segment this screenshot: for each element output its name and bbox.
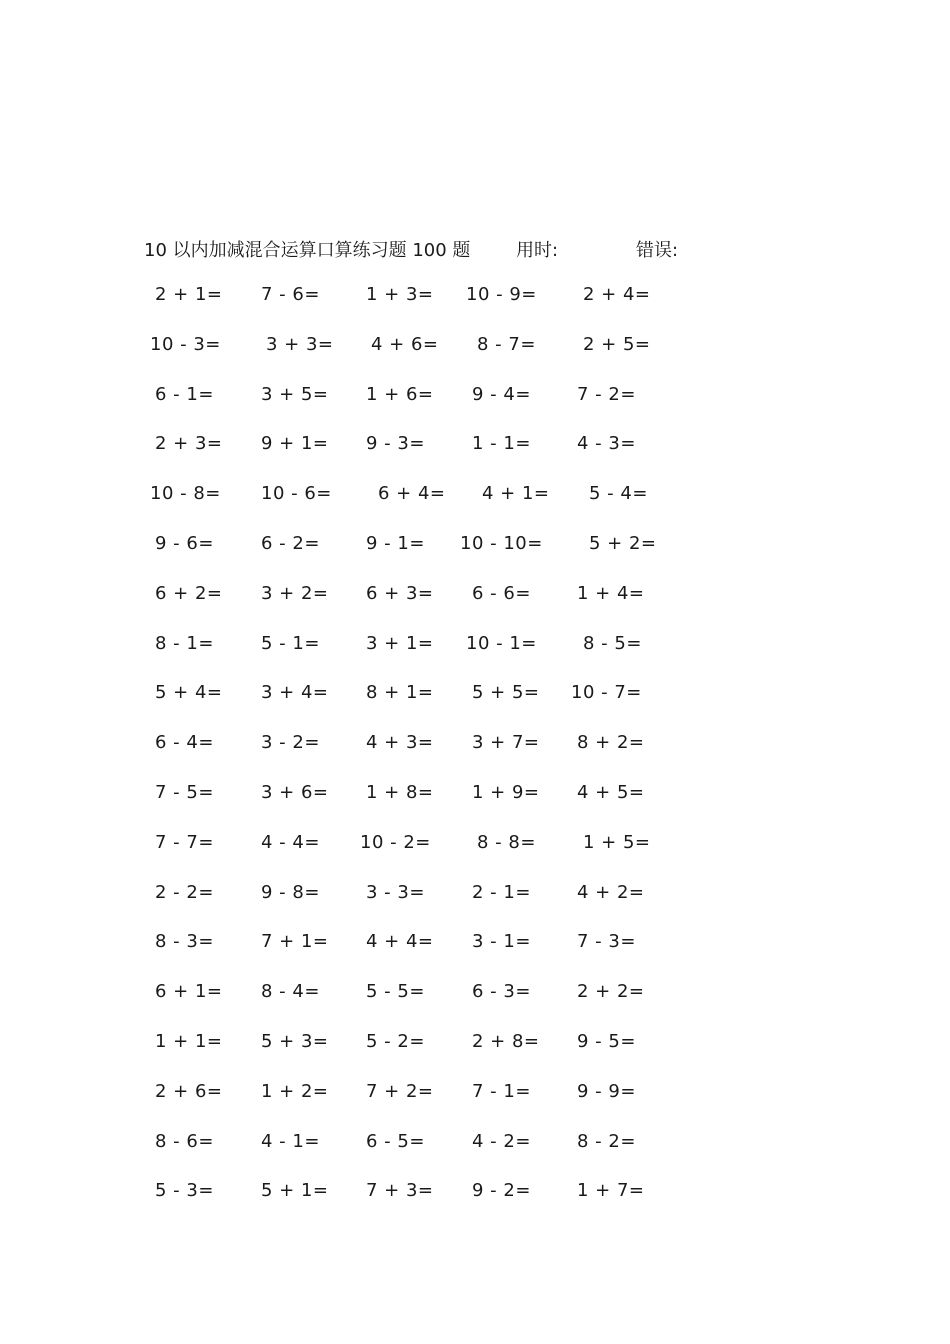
- problem-grid: [0, 284, 950, 1230]
- problem-item: 9 - 4=: [472, 383, 531, 405]
- problem-item: 8 - 8=: [477, 831, 536, 853]
- problem-item: 9 + 1=: [261, 433, 329, 455]
- problem-item: 4 + 6=: [371, 333, 439, 355]
- problem-item: 7 - 1=: [472, 1080, 531, 1102]
- problem-item: 5 - 2=: [366, 1030, 425, 1052]
- problem-item: 7 - 2=: [577, 383, 636, 405]
- problem-item: 6 - 3=: [472, 981, 531, 1003]
- problem-item: 9 - 6=: [155, 532, 214, 554]
- worksheet-title: 10 以内加减混合运算口算练习题 100 题: [144, 240, 471, 261]
- problem-row: [0, 782, 950, 832]
- problem-item: 1 + 9=: [472, 781, 540, 803]
- problem-item: 7 + 2=: [366, 1080, 434, 1102]
- problem-item: 3 + 1=: [366, 632, 434, 654]
- problem-item: 8 - 6=: [155, 1130, 214, 1152]
- problem-item: 10 - 10=: [460, 532, 543, 554]
- problem-item: 2 - 2=: [155, 881, 214, 903]
- problem-item: 3 + 4=: [261, 682, 329, 704]
- problem-item: 8 + 1=: [366, 682, 434, 704]
- problem-row: [0, 583, 950, 633]
- problem-item: 7 + 1=: [261, 931, 329, 953]
- problem-row: [0, 1131, 950, 1181]
- problem-item: 4 + 5=: [577, 781, 645, 803]
- problem-item: 10 - 7=: [571, 682, 642, 704]
- problem-item: 6 + 1=: [155, 981, 223, 1003]
- problem-item: 1 + 1=: [155, 1030, 223, 1052]
- problem-row: [0, 384, 950, 434]
- problem-item: 1 + 3=: [366, 284, 434, 305]
- problem-item: 9 - 1=: [366, 532, 425, 554]
- problem-item: 10 - 1=: [466, 632, 537, 654]
- problem-item: 9 - 9=: [577, 1080, 636, 1102]
- problem-row: [0, 832, 950, 882]
- problem-item: 7 - 5=: [155, 781, 214, 803]
- problem-item: 1 + 7=: [577, 1180, 645, 1202]
- problem-item: 4 - 1=: [261, 1130, 320, 1152]
- problem-item: 3 - 1=: [472, 931, 531, 953]
- problem-item: 10 - 8=: [150, 483, 221, 505]
- problem-item: 3 + 5=: [261, 383, 329, 405]
- problem-row: [0, 882, 950, 932]
- problem-item: 5 + 5=: [472, 682, 540, 704]
- problem-item: 5 - 3=: [155, 1180, 214, 1202]
- problem-item: 2 + 5=: [583, 333, 651, 355]
- problem-item: 9 - 3=: [366, 433, 425, 455]
- problem-item: 3 + 7=: [472, 732, 540, 754]
- worksheet-header: [0, 236, 950, 264]
- problem-item: 4 + 1=: [482, 483, 550, 505]
- problem-item: 8 - 2=: [577, 1130, 636, 1152]
- problem-item: 10 - 3=: [150, 333, 221, 355]
- problem-item: 7 + 3=: [366, 1180, 434, 1202]
- problem-item: 2 + 3=: [155, 433, 223, 455]
- problem-item: 7 - 3=: [577, 931, 636, 953]
- problem-item: 5 - 4=: [589, 483, 648, 505]
- problem-item: 1 + 2=: [261, 1080, 329, 1102]
- problem-item: 4 + 4=: [366, 931, 434, 953]
- problem-row: [0, 284, 950, 334]
- problem-item: 6 - 6=: [472, 582, 531, 604]
- problem-item: 8 - 1=: [155, 632, 214, 654]
- problem-item: 1 + 4=: [577, 582, 645, 604]
- problem-item: 9 - 8=: [261, 881, 320, 903]
- error-label: 错误:: [636, 240, 679, 261]
- problem-row: [0, 433, 950, 483]
- time-label: 用时:: [516, 240, 559, 261]
- problem-item: 8 - 5=: [583, 632, 642, 654]
- problem-row: [0, 483, 950, 533]
- problem-item: 3 - 3=: [366, 881, 425, 903]
- problem-item: 10 - 2=: [360, 831, 431, 853]
- problem-item: 6 - 4=: [155, 732, 214, 754]
- problem-row: [0, 1081, 950, 1131]
- problem-item: 3 + 3=: [266, 333, 334, 355]
- problem-item: 2 + 1=: [155, 284, 223, 305]
- problem-row: [0, 1031, 950, 1081]
- problem-item: 4 + 3=: [366, 732, 434, 754]
- problem-row: [0, 732, 950, 782]
- problem-item: 1 + 6=: [366, 383, 434, 405]
- problem-item: 9 - 2=: [472, 1180, 531, 1202]
- problem-item: 6 - 5=: [366, 1130, 425, 1152]
- problem-row: [0, 533, 950, 583]
- problem-item: 10 - 9=: [466, 284, 537, 305]
- problem-item: 5 + 2=: [589, 532, 657, 554]
- problem-row: [0, 633, 950, 683]
- problem-item: 4 + 2=: [577, 881, 645, 903]
- problem-row: [0, 1180, 950, 1230]
- problem-item: 2 + 6=: [155, 1080, 223, 1102]
- problem-item: 1 - 1=: [472, 433, 531, 455]
- problem-item: 4 - 4=: [261, 831, 320, 853]
- problem-item: 2 + 2=: [577, 981, 645, 1003]
- problem-item: 7 - 7=: [155, 831, 214, 853]
- problem-item: 8 - 3=: [155, 931, 214, 953]
- problem-item: 9 - 5=: [577, 1030, 636, 1052]
- problem-item: 1 + 5=: [583, 831, 651, 853]
- problem-item: 5 + 4=: [155, 682, 223, 704]
- problem-item: 5 - 5=: [366, 981, 425, 1003]
- problem-row: [0, 334, 950, 384]
- problem-item: 6 - 1=: [155, 383, 214, 405]
- problem-item: 4 - 3=: [577, 433, 636, 455]
- problem-item: 5 + 1=: [261, 1180, 329, 1202]
- problem-item: 2 + 8=: [472, 1030, 540, 1052]
- problem-item: 8 - 4=: [261, 981, 320, 1003]
- problem-item: 1 + 8=: [366, 781, 434, 803]
- problem-item: 3 - 2=: [261, 732, 320, 754]
- problem-item: 5 - 1=: [261, 632, 320, 654]
- problem-item: 2 + 4=: [583, 284, 651, 305]
- problem-item: 6 + 3=: [366, 582, 434, 604]
- problem-item: 6 + 2=: [155, 582, 223, 604]
- problem-item: 3 + 2=: [261, 582, 329, 604]
- problem-row: [0, 981, 950, 1031]
- problem-item: 10 - 6=: [261, 483, 332, 505]
- problem-item: 6 + 4=: [378, 483, 446, 505]
- problem-item: 8 + 2=: [577, 732, 645, 754]
- problem-item: 7 - 6=: [261, 284, 320, 305]
- problem-item: 8 - 7=: [477, 333, 536, 355]
- problem-item: 3 + 6=: [261, 781, 329, 803]
- problem-item: 4 - 2=: [472, 1130, 531, 1152]
- problem-item: 6 - 2=: [261, 532, 320, 554]
- problem-item: 5 + 3=: [261, 1030, 329, 1052]
- problem-row: [0, 682, 950, 732]
- problem-row: [0, 931, 950, 981]
- problem-item: 2 - 1=: [472, 881, 531, 903]
